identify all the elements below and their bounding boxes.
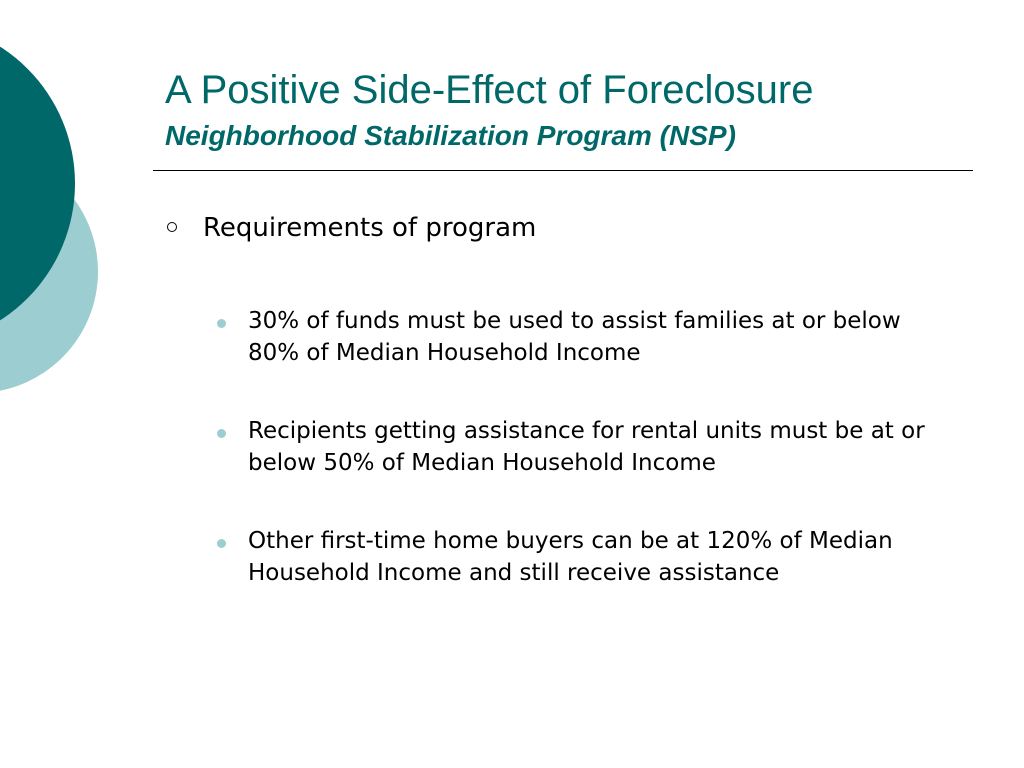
- sub-bullet-text: Other first-time home buyers can be at 120% of Median Household Income and still receive assistance: [248, 528, 893, 586]
- slide-title: A Positive Side-Effect of Foreclosure: [165, 68, 814, 112]
- sub-bullet-text: 30% of funds must be used to assist families at or below 80% of Median Household Income: [248, 308, 901, 366]
- filled-dot-icon: [217, 429, 226, 438]
- filled-dot-icon: [217, 319, 226, 328]
- slide-subtitle: Neighborhood Stabilization Program (NSP): [165, 120, 736, 151]
- hollow-circle-icon: [167, 222, 177, 232]
- filled-dot-icon: [217, 539, 226, 548]
- bullet-text: Requirements of program: [203, 213, 537, 243]
- title-divider: [153, 170, 973, 171]
- sub-bullet-text: Recipients getting assistance for rental units must be at or below 50% of Median Household Income: [248, 418, 925, 476]
